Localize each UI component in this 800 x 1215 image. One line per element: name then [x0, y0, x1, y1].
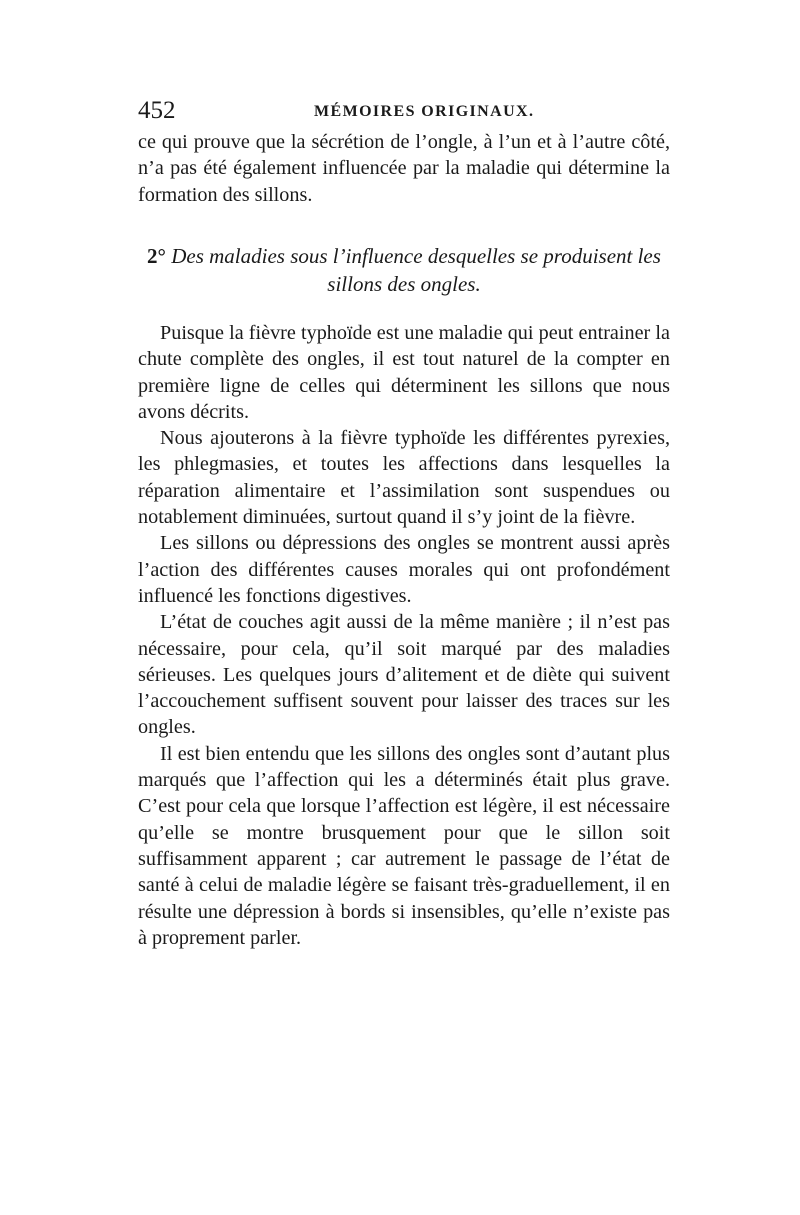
- paragraph-4: L’état de couches agit aussi de la même manière ; il n’est pas nécessaire, pour cela, qu’il soit marqué par des maladies sérieuses. Les quelques jours d’alitement et de diète qui suivent l’accouchement suffisent souvent pour laisser des traces sur les ongles.: [138, 611, 670, 739]
- section-heading: [138, 242, 670, 298]
- page-header: [138, 96, 668, 130]
- paragraph-1: Puisque la fièvre typhoïde est une maladie qui peut entrainer la chute complète des ongles, il est tout naturel de la compter en première ligne de celles qui déterminent les sillons que nous avons décrits.: [138, 322, 670, 423]
- section-title: Des maladies sous l’influence desquelles se produisent les sillons des ongles.: [171, 244, 661, 296]
- body-text: [138, 320, 670, 951]
- paragraph-3: Les sillons ou dépressions des ongles se montrent aussi après l’action des différentes causes morales qui ont profondément influencé les fonctions digestives.: [138, 532, 670, 607]
- continuation-paragraph: ce qui prouve que la sécrétion de l’ongle, à l’un et à l’autre côté, n’a pas été également influencée par la maladie qui détermine la formation des sillons.: [138, 131, 670, 206]
- page-number: 452: [138, 97, 176, 124]
- section-number: 2°: [147, 244, 166, 268]
- paragraph-5: Il est bien entendu que les sillons des ongles sont d’autant plus marqués que l’affection qui les a déterminés était plus grave. C’est pour cela que lorsque l’affection est légère, il est nécessaire qu’elle se montre brusquement pour que le sillon soit suffisamment apparent ; car autrement le passage de l’état de santé à celui de maladie légère se faisant très-graduellement, il en résulte une dépression à bords si insensibles, qu’elle n’existe pas à proprement parler.: [138, 742, 670, 949]
- running-head: MÉMOIRES ORIGINAUX.: [314, 103, 535, 120]
- paragraph-2: Nous ajouterons à la fièvre typhoïde les différentes pyrexies, les phlegmasies, et toutes les affections dans lesquelles la réparation alimentaire et l’assimilation sont suspendues ou notablement diminuées, surtout quand il s’y joint de la fièvre.: [138, 427, 670, 529]
